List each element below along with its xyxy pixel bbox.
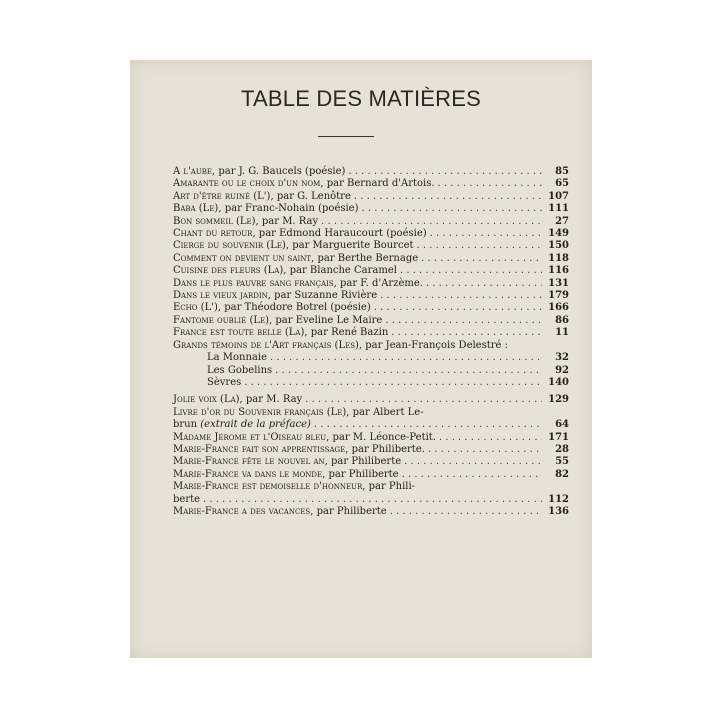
toc-page-number: 131 <box>548 277 569 289</box>
toc-page-number: 64 <box>555 419 569 431</box>
toc-entry <box>173 265 569 277</box>
leader-dots <box>374 302 542 314</box>
leader-dots <box>348 166 542 178</box>
toc-entry-author: , par Albert Le- <box>346 406 424 418</box>
toc-entry-author: , par M. Ray <box>255 215 319 227</box>
toc-page-number: 166 <box>548 302 569 314</box>
book-page <box>130 60 592 658</box>
toc-entry-author: , par Théodore Botrel (poésie) <box>217 302 371 314</box>
leader-dots <box>400 265 542 277</box>
leader-dots <box>362 203 542 215</box>
leader-dots <box>404 456 542 468</box>
leader-dots <box>430 228 542 240</box>
toc-page-number: 116 <box>548 265 569 277</box>
toc-page-number: 129 <box>548 394 569 406</box>
toc-entry-title: Marie-France est demoiselle d'honneur <box>173 481 363 493</box>
leader-dots <box>417 240 542 252</box>
toc-entry <box>173 240 569 252</box>
toc-entry-livre-dor-continuation <box>173 419 569 431</box>
toc-subentry <box>173 377 569 389</box>
leader-dots <box>439 432 542 444</box>
toc-page-number: 179 <box>548 290 569 302</box>
toc-entry-title: Cierge du souvenir (Le) <box>173 240 286 252</box>
leader-dots <box>305 394 542 406</box>
leader-dots <box>321 216 542 228</box>
toc-entry-livre-dor <box>173 407 569 419</box>
toc-page-number: 85 <box>555 166 569 177</box>
toc-entry-title: Bon sommeil (Le) <box>173 215 256 227</box>
toc-page-number: 107 <box>548 190 569 202</box>
toc-entry-author: , par Philiberte <box>322 468 399 480</box>
toc-entry-author: , par J. G. Baucels (poésie) <box>212 166 346 177</box>
toc-page-number: 136 <box>548 505 569 517</box>
leader-dots <box>354 191 542 203</box>
toc-entry-title: Marie-France fête le nouvel an <box>173 456 325 468</box>
toc-entry-title: France est toute belle (La) <box>173 327 305 339</box>
toc-entry <box>173 315 569 327</box>
toc-entry-title: Marie-France fait son apprentissage <box>173 443 346 455</box>
toc-entry-continuation: berte <box>173 493 201 505</box>
toc-page-number: 55 <box>555 456 569 468</box>
toc-entry-title: A l'aube <box>173 166 213 177</box>
toc-subentry-label: La Monnaie <box>207 352 267 364</box>
toc-entry-title: Jolie voix (La) <box>173 394 240 406</box>
toc-entry-title: Dans le vieux jardin <box>173 290 268 302</box>
toc-entry-title: Marie-France a des vacances <box>173 505 311 517</box>
toc-entry-title: Amarante ou le choix d'un nom <box>173 178 321 190</box>
toc-entry-author: , par Suzanne Rivière <box>267 290 378 302</box>
toc-entry-note: (extrait de la préface) <box>200 419 311 431</box>
toc-entry <box>173 444 569 456</box>
toc-entry-author: , par Philiberte <box>310 505 387 517</box>
toc-entry-author: , par M. Ray <box>239 394 303 406</box>
toc-entry-grands-temoins <box>173 340 569 352</box>
toc-entry-author: , par Phili- <box>362 481 416 493</box>
toc-page-number: 86 <box>555 314 569 326</box>
toc-entry <box>173 216 569 228</box>
leader-dots <box>385 315 542 327</box>
table-of-contents <box>173 166 569 518</box>
leader-dots <box>275 365 542 377</box>
leader-dots <box>314 419 542 431</box>
toc-entry-title: Madame Jérome et l'Oiseau bleu <box>173 431 327 443</box>
toc-entry-title: Fantome oublié (Le) <box>173 314 270 326</box>
toc-page-number: 92 <box>555 364 569 376</box>
toc-entry <box>173 394 569 406</box>
toc-entry <box>173 166 569 178</box>
leader-dots <box>244 377 542 389</box>
toc-page-number: 32 <box>555 352 569 364</box>
toc-entry-author: , par Edmond Haraucourt (poésie) <box>252 228 427 240</box>
leader-dots <box>421 253 542 265</box>
toc-entry-continuation: brun <box>173 419 198 431</box>
toc-entry-title: Marie-France va dans le monde <box>173 468 323 480</box>
toc-entry-author: , par René Bazin <box>304 327 389 339</box>
toc-entry-title: Dans le plus pauvre sang français <box>173 277 334 289</box>
toc-entry <box>173 228 569 240</box>
title-rule <box>318 136 374 137</box>
toc-entry-author: , par Berthe Bernage <box>311 252 419 264</box>
toc-entry-last <box>173 506 569 518</box>
leader-dots <box>203 494 542 506</box>
toc-entry-title: Chant du retour <box>173 228 253 240</box>
toc-entry-author: , par Jean-François Delestré : <box>358 339 508 351</box>
toc-page-number: 65 <box>555 178 569 190</box>
toc-page-number: 140 <box>548 376 569 388</box>
leader-dots <box>390 506 542 518</box>
toc-entry-demoiselle <box>173 481 569 493</box>
leader-dots <box>428 444 542 456</box>
toc-page-number: 27 <box>555 215 569 227</box>
toc-entry <box>173 278 569 290</box>
toc-entry <box>173 327 569 339</box>
toc-entry <box>173 203 569 215</box>
toc-entry-demoiselle-continuation <box>173 494 569 506</box>
toc-entry-title: Comment on devient un saint <box>173 252 312 264</box>
toc-entry-title: Echo (L') <box>173 302 218 314</box>
toc-entry-author: , par Franc-Nohain (poésie) <box>218 203 359 215</box>
toc-entry <box>173 469 569 481</box>
toc-entry-author: , par Blanche Caramel <box>283 265 397 277</box>
toc-entry-title: Livre d'or du Souvenir français (Le) <box>173 406 347 418</box>
leader-dots <box>391 327 542 339</box>
toc-page-number: 112 <box>548 493 569 505</box>
toc-subentry-label: Sèvres <box>207 376 242 388</box>
toc-entry-author: , par Philiberte <box>324 456 402 468</box>
toc-entry <box>173 290 569 302</box>
toc-page-number: 118 <box>548 252 569 264</box>
toc-entry-author: , par M. Léonce-Petit. <box>326 431 436 443</box>
toc-entry-title: Grands témoins de l'Art français (Les) <box>173 339 359 351</box>
toc-entry-title: Art d'être ruiné (L') <box>173 190 271 202</box>
toc-entry <box>173 456 569 468</box>
toc-entry <box>173 432 569 444</box>
toc-entry-title: Cuisine des fleurs (La) <box>173 265 284 277</box>
toc-page-number: 149 <box>548 228 569 240</box>
toc-entry-title: Baba (Le) <box>173 203 219 215</box>
toc-entry-author: , par Marguerite Bourcet <box>285 240 414 252</box>
toc-page-number: 28 <box>555 443 569 455</box>
toc-subentry <box>173 352 569 364</box>
toc-page-number: 11 <box>555 327 569 339</box>
toc-entry-author: , par F. d'Arzème. <box>333 277 423 289</box>
page-title: TABLE DES MATIÈRES <box>241 86 481 111</box>
toc-page-number: 82 <box>555 468 569 480</box>
toc-page-number: 111 <box>548 203 569 215</box>
toc-page-number: 150 <box>548 240 569 252</box>
toc-entry <box>173 302 569 314</box>
toc-page-number: 171 <box>548 431 569 443</box>
toc-entry <box>173 178 569 190</box>
toc-entry-author: , par Bernard d'Artois. <box>320 178 435 190</box>
toc-entry <box>173 253 569 265</box>
leader-dots <box>402 469 542 481</box>
leader-dots <box>438 178 542 190</box>
toc-entry <box>173 191 569 203</box>
toc-subentry-label: Les Gobelins <box>207 364 273 376</box>
toc-entry-author: , par Eveline Le Maire <box>269 314 383 326</box>
leader-dots <box>380 290 542 302</box>
toc-entry-author: , par Philiberte. <box>345 443 425 455</box>
leader-dots <box>426 278 542 290</box>
toc-entry-author: , par G. Lenôtre <box>270 190 351 202</box>
toc-subentry <box>173 365 569 377</box>
leader-dots <box>270 352 542 364</box>
